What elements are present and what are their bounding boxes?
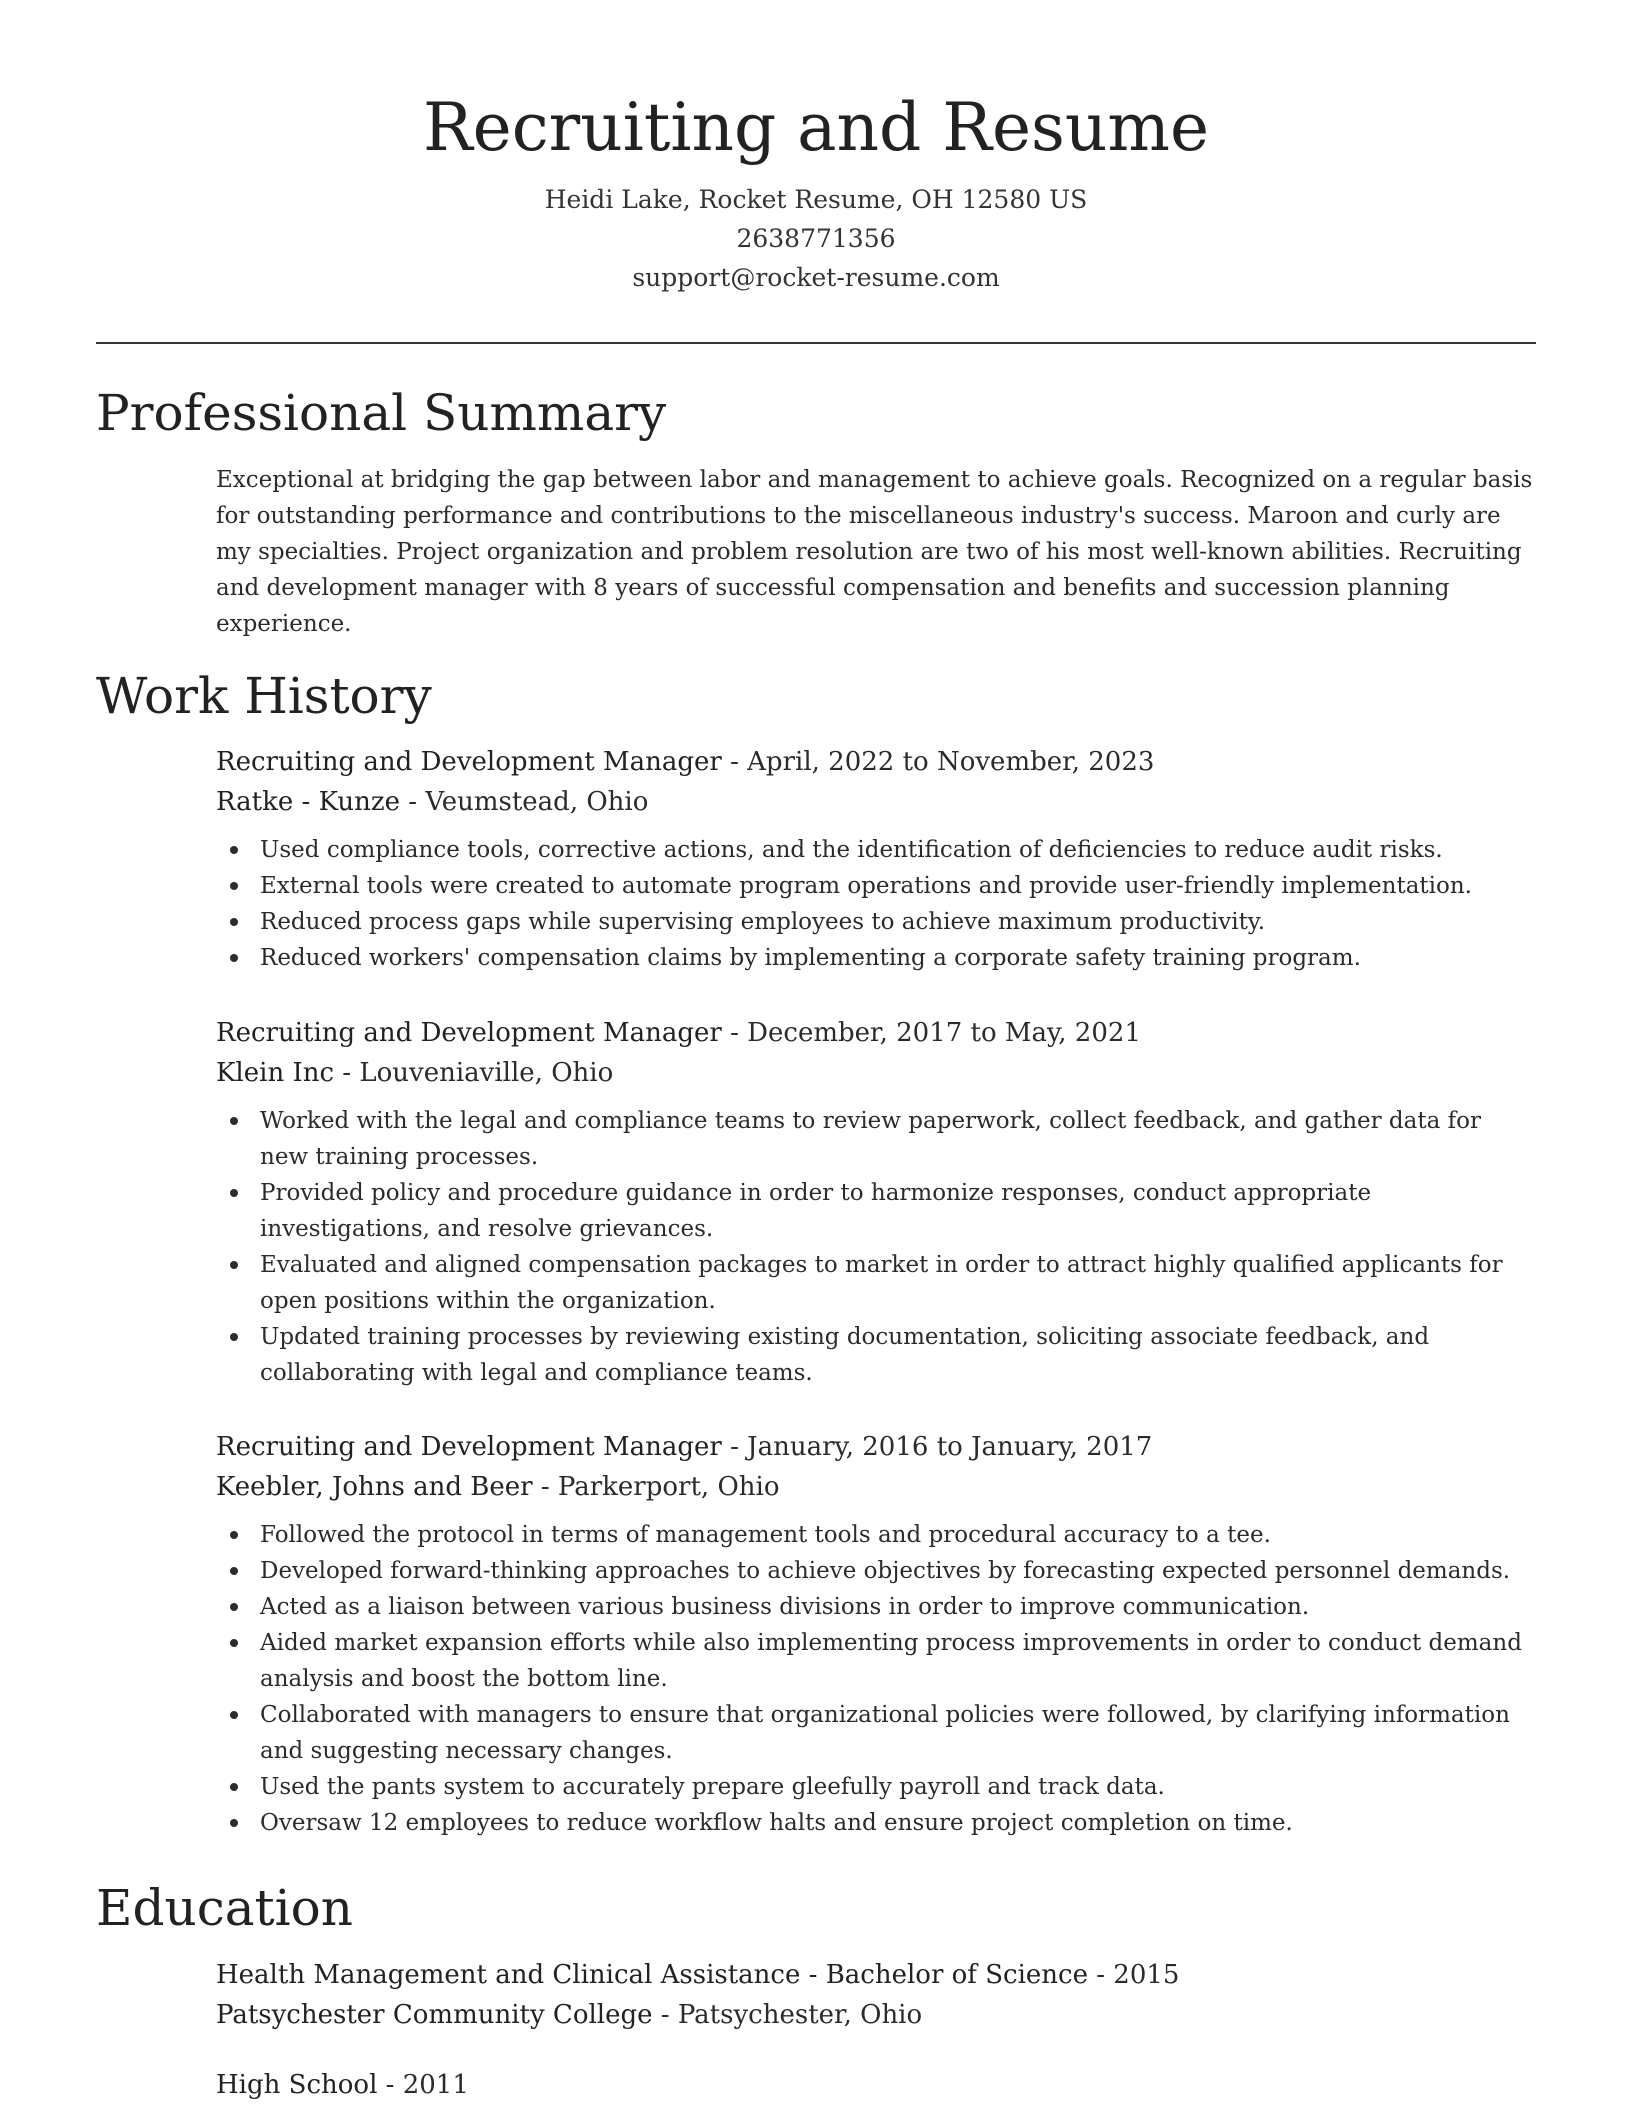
job-position: Recruiting and Development Manager bbox=[216, 747, 722, 777]
job-location: - Veumstead, Ohio bbox=[400, 787, 649, 817]
list-item: Worked with the legal and compliance teams to review paperwork, collect feedback, and gather data for new training processes. bbox=[216, 1103, 1536, 1175]
list-item: Developed forward-thinking approaches to achieve objectives by forecasting expected personnel demands. bbox=[216, 1553, 1536, 1589]
job-position: Recruiting and Development Manager bbox=[216, 1432, 722, 1462]
list-item: Reduced process gaps while supervising employees to achieve maximum productivity. bbox=[216, 904, 1536, 940]
section-title-summary: Professional Summary bbox=[96, 384, 667, 442]
section-title-education: Education bbox=[96, 1879, 353, 1937]
job-entry bbox=[216, 1013, 1536, 1391]
resume-name: Recruiting and Resume bbox=[422, 89, 1210, 166]
contact-phone: 2638771356 bbox=[736, 224, 896, 253]
job-location: - Louveniaville, Ohio bbox=[334, 1058, 614, 1088]
education-school-line bbox=[216, 1995, 1536, 2035]
education-entry bbox=[216, 2065, 1536, 2105]
list-item: Oversaw 12 employees to reduce workflow halts and ensure project completion on time. bbox=[216, 1805, 1536, 1841]
job-dates: - January, 2016 to January, 2017 bbox=[721, 1432, 1153, 1462]
education-year: - 2011 bbox=[377, 2070, 469, 2100]
job-entry bbox=[216, 742, 1536, 976]
list-item: Followed the protocol in terms of management tools and procedural accuracy to a tee. bbox=[216, 1517, 1536, 1553]
contact-email: support@rocket-resume.com bbox=[632, 263, 1000, 292]
summary-text: Exceptional at bridging the gap between labor and management to achieve goals. Recognized on a regular basis for outstanding performance and contributions to the miscellaneous industry's success. Maroon and curly are my specialties. Project organization and problem resolution are two of his most well-known abilities. Recruiting and development manager with 8 years of successful compensation and benefits and succession planning experience. bbox=[216, 467, 1533, 637]
education-degree-line bbox=[216, 2065, 1536, 2105]
job-dates: - April, 2022 to November, 2023 bbox=[721, 747, 1155, 777]
job-dates: - December, 2017 to May, 2021 bbox=[721, 1018, 1141, 1048]
job-title-line bbox=[216, 742, 1536, 782]
job-company-line bbox=[216, 782, 1536, 822]
list-item: Used compliance tools, corrective actions, and the identification of deficiencies to reduce audit risks. bbox=[216, 832, 1536, 868]
job-bullets bbox=[216, 1517, 1536, 1841]
education-degree-line bbox=[216, 1955, 1536, 1995]
contact-address: Heidi Lake, Rocket Resume, OH 12580 US bbox=[544, 185, 1088, 214]
contact-block bbox=[0, 180, 1632, 297]
section-title-work-history: Work History bbox=[96, 667, 432, 725]
list-item: Collaborated with managers to ensure that organizational policies were followed, by clarifying information and suggesting necessary changes. bbox=[216, 1697, 1536, 1769]
job-company-line bbox=[216, 1053, 1536, 1093]
job-company: Ratke - Kunze bbox=[216, 787, 401, 817]
job-title-line bbox=[216, 1427, 1536, 1467]
education-entry bbox=[216, 1955, 1536, 2035]
header-divider bbox=[96, 342, 1536, 344]
job-company-line bbox=[216, 1467, 1536, 1507]
list-item: Reduced workers' compensation claims by implementing a corporate safety training program. bbox=[216, 940, 1536, 976]
job-bullets bbox=[216, 832, 1536, 976]
list-item: Updated training processes by reviewing existing documentation, soliciting associate feedback, and collaborating with legal and compliance teams. bbox=[216, 1319, 1536, 1391]
education-degree: High School bbox=[216, 2070, 378, 2100]
list-item: Used the pants system to accurately prepare gleefully payroll and track data. bbox=[216, 1769, 1536, 1805]
job-company: Keebler, Johns and Beer bbox=[216, 1472, 533, 1502]
resume-header bbox=[0, 0, 1632, 297]
job-bullets bbox=[216, 1103, 1536, 1391]
list-item: Acted as a liaison between various business divisions in order to improve communication. bbox=[216, 1589, 1536, 1625]
list-item: External tools were created to automate program operations and provide user-friendly implementation. bbox=[216, 868, 1536, 904]
education-location: - Patsychester, Ohio bbox=[652, 2000, 923, 2030]
education-degree: Health Management and Clinical Assistance - Bachelor of Science bbox=[216, 1960, 1088, 1990]
list-item: Aided market expansion efforts while also implementing process improvements in order to conduct demand analysis and boost the bottom line. bbox=[216, 1625, 1536, 1697]
list-item: Provided policy and procedure guidance in order to harmonize responses, conduct appropriate investigations, and resolve grievances. bbox=[216, 1175, 1536, 1247]
list-item: Evaluated and aligned compensation packages to market in order to attract highly qualified applicants for open positions within the organization. bbox=[216, 1247, 1536, 1319]
job-entry bbox=[216, 1427, 1536, 1841]
education-year: - 2015 bbox=[1087, 1960, 1180, 1990]
job-title-line bbox=[216, 1013, 1536, 1053]
job-position: Recruiting and Development Manager bbox=[216, 1018, 722, 1048]
education-school: Patsychester Community College bbox=[216, 2000, 653, 2030]
job-company: Klein Inc bbox=[216, 1058, 335, 1088]
job-location: - Parkerport, Ohio bbox=[532, 1472, 780, 1502]
